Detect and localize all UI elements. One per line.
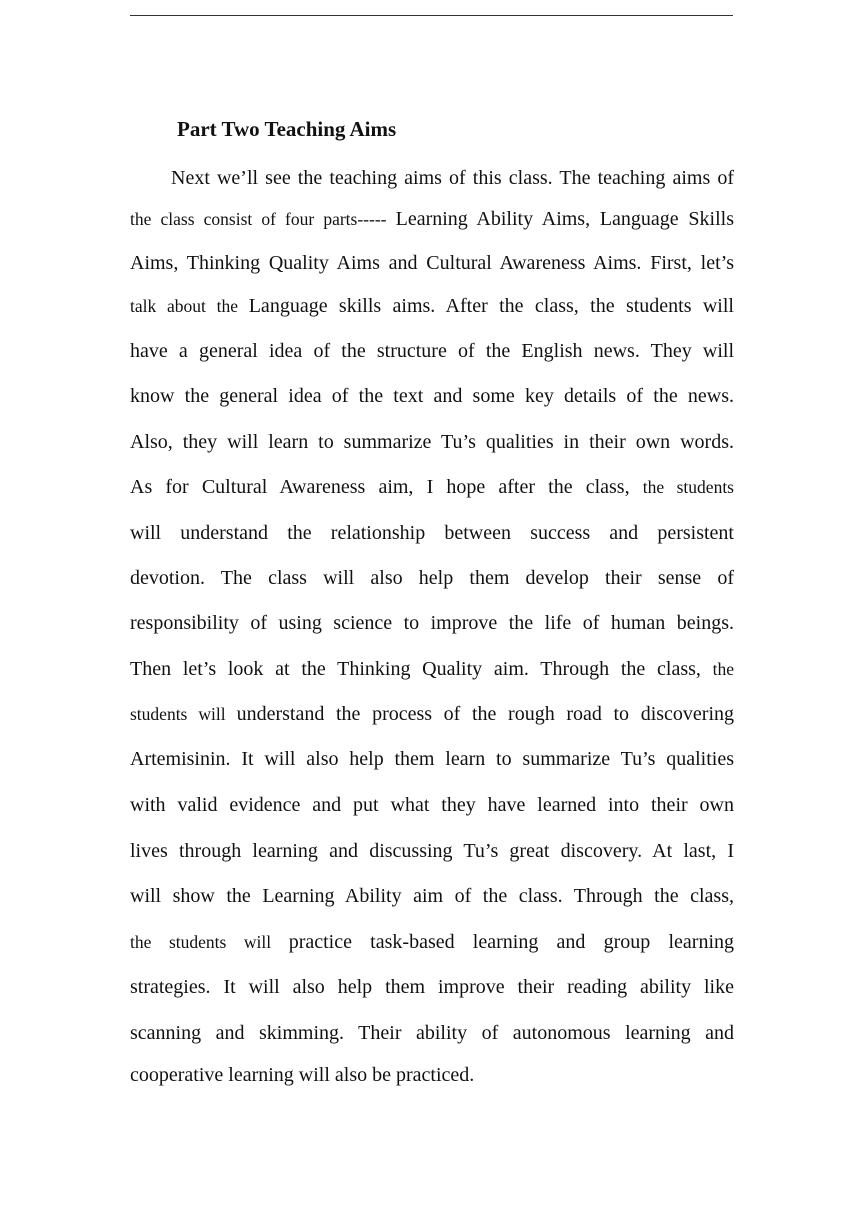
- line-text: scanning and skimming. Their ability of autonomous learning and: [130, 1022, 734, 1044]
- paragraph-line: [130, 564, 734, 592]
- paragraph-line: [130, 882, 734, 910]
- paragraph-line: [130, 1061, 474, 1089]
- line-text: Aims, Thinking Quality Aims and Cultural Awareness Aims. First, let’s: [130, 252, 734, 274]
- line-text: understand the process of the rough road to discovering: [236, 703, 734, 725]
- line-text: devotion. The class will also help them develop their sense of: [130, 567, 734, 589]
- line-text: Language skills aims. After the class, the students will: [248, 295, 734, 317]
- paragraph-line: [130, 428, 734, 456]
- header-rule: [130, 15, 733, 16]
- line-text: Learning Ability Aims, Language Skills: [395, 208, 734, 230]
- line-text: cooperative learning will also be practiced.: [130, 1064, 475, 1086]
- line-text: strategies. It will also help them improve their reading ability like: [130, 976, 734, 998]
- line-text: students will: [130, 704, 237, 724]
- line-text: will show the Learning Ability aim of the class. Through the class,: [130, 885, 734, 907]
- paragraph-line: [130, 700, 734, 728]
- line-text: Artemisinin. It will also help them learn to summarize Tu’s qualities: [130, 748, 734, 770]
- line-text: Next we’ll see the teaching aims of this class. The teaching aims of: [171, 167, 734, 189]
- line-text: lives through learning and discussing Tu’s great discovery. At last, I: [130, 840, 734, 862]
- paragraph-line: [130, 837, 734, 865]
- line-text: will understand the relationship between success and persistent: [130, 522, 734, 544]
- paragraph-line: [130, 205, 734, 233]
- paragraph-line: [130, 519, 734, 547]
- line-text: Then let’s look at the Thinking Quality aim. Through the class,: [130, 658, 713, 680]
- paragraph-line: [130, 337, 734, 365]
- paragraph-line: [130, 249, 734, 277]
- paragraph-line: [130, 473, 734, 501]
- paragraph-line: [130, 292, 734, 320]
- line-text: know the general idea of the text and some key details of the news.: [130, 385, 734, 407]
- line-text: Also, they will learn to summarize Tu’s qualities in their own words.: [130, 431, 734, 453]
- paragraph-line: [130, 609, 734, 637]
- line-text: the students will: [130, 932, 289, 952]
- line-text: talk about the: [130, 296, 249, 316]
- paragraph-line: [130, 928, 734, 956]
- line-text: As for Cultural Awareness aim, I hope after the class,: [130, 476, 643, 498]
- paragraph-line: [130, 1019, 734, 1047]
- line-text: have a general idea of the structure of the English news. They will: [130, 340, 734, 362]
- line-text: the: [712, 659, 734, 679]
- paragraph-line: [130, 973, 734, 1001]
- line-text: practice task-based learning and group learning: [288, 931, 734, 953]
- paragraph-line: [130, 745, 734, 773]
- paragraph-line: [130, 382, 734, 410]
- section-heading: Part Two Teaching Aims: [177, 117, 397, 141]
- line-text: the class consist of four parts-----: [130, 209, 396, 229]
- line-text: responsibility of using science to improve the life of human beings.: [130, 612, 734, 634]
- paragraph-line: [171, 164, 734, 192]
- paragraph-line: [130, 655, 734, 683]
- line-text: with valid evidence and put what they have learned into their own: [130, 794, 734, 816]
- line-text: the students: [642, 477, 734, 497]
- paragraph-line: [130, 791, 734, 819]
